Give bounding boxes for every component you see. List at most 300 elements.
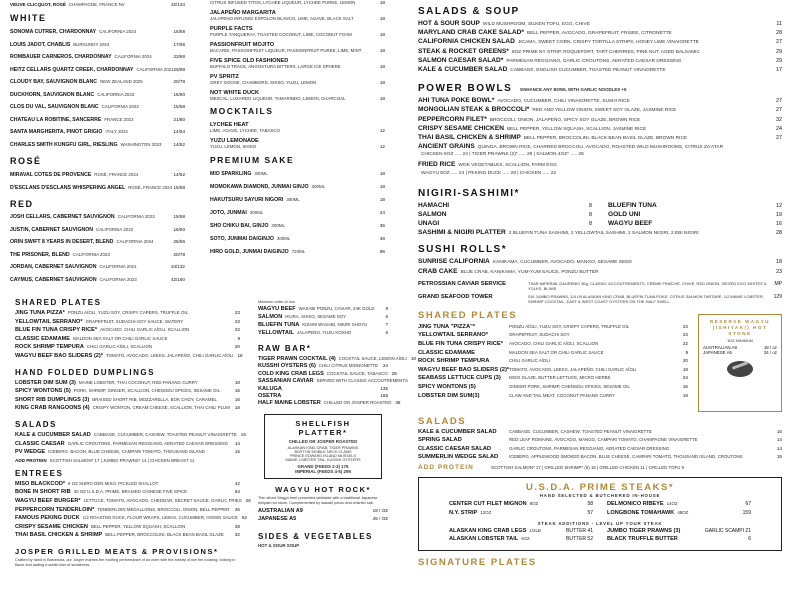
item-description: LIME, AGAVE, LYCHEE, TABASCO	[210, 128, 280, 133]
item-name: KALE & CUCUMBER SALAD	[418, 65, 508, 73]
power-bowl-row	[418, 134, 782, 143]
item-detail	[210, 128, 385, 133]
item-description: RED AND YELLOW ONION, SWEET SOY GLAZE, JASMINE RICE	[532, 108, 677, 114]
raw-item-row	[418, 281, 782, 291]
item-name: ROMBAUER CARNEROS, CHARDONNAY	[10, 54, 112, 60]
shared-plate-row	[15, 319, 240, 328]
item-name: LOBSTER DIM SUM(3)	[418, 392, 480, 399]
item-price: 18 / oz	[763, 344, 777, 350]
item-price: 11	[776, 21, 782, 27]
power-bowls-header	[418, 83, 782, 94]
hot-stone-icon	[727, 361, 753, 377]
item-name: JUSTIN, CABERNET SAUVIGNON	[10, 226, 94, 233]
item-price: 14	[776, 445, 782, 451]
wine-row	[10, 227, 185, 240]
entree-row	[15, 515, 247, 524]
item-name: PV SPRITZ	[210, 74, 239, 80]
item-price: 24	[682, 375, 688, 381]
item-name: LYCHEE HEAT	[210, 122, 249, 128]
shellfish-platter-sizes	[271, 464, 375, 474]
item-price: 20/78	[173, 79, 185, 84]
raw-bar-row	[258, 363, 388, 370]
item-name: D'ESCLANS D'ESCLANS WHISPERING ANGEL	[10, 184, 126, 191]
item-size: 48OZ	[677, 509, 689, 515]
steak-addition-row	[607, 536, 751, 544]
food-left-panel	[15, 298, 251, 600]
item-price: 18	[234, 405, 240, 411]
sushi-rolls-list	[418, 258, 782, 276]
item-description: CALIFORNIA 2021	[99, 264, 137, 269]
right-shared-row	[418, 341, 688, 350]
item-name: CLASSIC CAESAR SALAD	[418, 445, 492, 452]
item-price: 16	[234, 388, 240, 394]
right-salad-row	[418, 429, 782, 437]
item-name: THAI BASIL CHICKEN & SHRIMP	[418, 133, 521, 141]
sashimi-platter-row: SASHIMI & NIGIRI PLATTER 2 BLUEFIN TUNA SASHIMI, 2 YELLOWTAIL SASHIMI, 2 SALMON NIGIRI, 2 EBI NIGIRI 28	[418, 229, 782, 237]
dumpling-row	[15, 405, 240, 414]
item-price: 28	[391, 370, 397, 376]
item-price: 25/96	[173, 239, 185, 244]
item-name: SALMON CAESAR SALAD*	[418, 56, 504, 64]
item-description: ICEBERG, BACON, BLUE CHEESE, CAMPARI TOMATO, THOUSAND ISLAND	[48, 449, 205, 455]
item-price: BUTTER 52	[566, 536, 593, 543]
item-name: CLOUDY BAY, SAUVIGNON BLANC	[10, 79, 98, 85]
item-price: 18	[379, 0, 385, 5]
mocktail-item	[210, 138, 385, 149]
hot-rock-row	[258, 508, 388, 516]
nigiri-row	[418, 202, 592, 211]
item-name: DUCKHORN, SAUVIGNON BLANC	[10, 91, 95, 98]
item-price: 9	[237, 335, 240, 341]
item-price: 27	[776, 98, 782, 105]
item-name: PEPPERCORN FILET*	[418, 115, 487, 123]
item-price: MP	[774, 280, 782, 287]
item-price: 18	[379, 32, 385, 37]
item-price: 96	[379, 249, 385, 254]
item-description: GARLIC CROUTONS, PARMESAN REGGIANO, AERATED CAESAR DRESSING	[509, 445, 670, 451]
item-price: 165	[380, 392, 388, 398]
platter-item: PRINCE EDWARD ISLAND MUSSELS	[289, 453, 357, 458]
item-price: 25/98	[173, 66, 186, 72]
nigiri-left-column	[418, 202, 592, 230]
item-name: LOBSTER DIM SUM (3)	[15, 379, 76, 386]
dumpling-row	[15, 380, 240, 389]
sake-row	[210, 249, 385, 262]
steaks-right-column	[607, 501, 751, 518]
item-price: 18	[682, 392, 688, 398]
item-description: BACARDI, PASSIONFRUIT LIQUEUR, PASSIONFRUIT PUREE, LIME, MINT	[210, 48, 362, 53]
item-price: 14/52	[173, 141, 185, 147]
item-description: CALIFORNIA 2023	[117, 214, 155, 219]
rose-wine-list	[10, 172, 185, 197]
item-price: 42	[234, 480, 240, 486]
item-name: JING TUNA PIZZA*	[15, 310, 65, 316]
item-name: AHI TUNA POKE BOWL*	[418, 97, 495, 105]
item-name: CLASSIC CAESAR	[15, 440, 65, 447]
item-name: TIGER PRAWN COCKTAIL (4)	[258, 356, 336, 362]
item-price: 34 / oz	[763, 349, 777, 355]
reserve-wagyu-prices	[703, 345, 777, 355]
item-name: FRIED RICE	[418, 161, 456, 169]
item-name: BLUE FIN TUNA CRISPY RICE*	[15, 327, 98, 334]
item-description: ROSÉ, FRANCE 2024	[94, 172, 139, 177]
entree-row	[15, 497, 251, 507]
item-price: 22	[682, 340, 688, 346]
salad-row	[15, 431, 246, 441]
steak-additions-heading: STEAK ADDITIONS - LEVEL UP YOUR STEAK	[537, 521, 663, 527]
wine-row	[10, 67, 185, 80]
white-heading: WHITE	[10, 13, 47, 23]
item-price: 23	[682, 332, 688, 338]
item-price: 129	[773, 293, 782, 300]
item-price: 18	[379, 48, 385, 53]
shared-plates-list	[15, 310, 243, 362]
nigiri-row	[608, 211, 782, 220]
item-price: 18	[379, 184, 385, 189]
steak-row	[449, 510, 593, 518]
item-description: CHILLED OR JOSPER ROASTED	[323, 400, 392, 406]
entree-row	[15, 481, 240, 490]
item-name: SALMON	[418, 211, 447, 218]
item-price: 14	[776, 437, 782, 443]
item-description: WASABI PONZU, CAVIAR, 24K GOLD	[298, 306, 375, 311]
prime-steaks-box	[418, 477, 782, 551]
item-name: JOTO, JUNMAI	[210, 210, 247, 216]
item-price: 38	[395, 400, 401, 406]
nigiri-row	[608, 202, 782, 211]
wine-row	[10, 172, 185, 185]
item-name: SPRING SALAD	[418, 437, 462, 444]
entrees-heading: ENTREES	[15, 468, 64, 478]
item-name: SPICY WONTONS (5)	[15, 388, 71, 395]
dumpling-row	[15, 397, 240, 406]
white-wine-list	[10, 29, 185, 154]
item-name: CLASSIC EDAMAME	[15, 335, 71, 342]
cocktail-panel	[210, 0, 385, 298]
item-detail	[210, 16, 385, 21]
sake-list	[210, 171, 385, 262]
item-name: JAPANESE A5	[258, 515, 297, 522]
shared-plates-gold-heading: SHARED PLATES	[418, 309, 518, 321]
item-description: 720ML	[291, 249, 306, 254]
item-name: CRISPY SESAME CHICKEN	[15, 523, 88, 530]
salad-soup-row	[418, 57, 782, 66]
item-description: JICAMA, SWEET CORN, CRISPY TORTILLA STRIPS, HONEY LIME VINAIGRETTE	[517, 40, 699, 46]
item-description: CALIFORNIA 2021	[136, 66, 174, 72]
sake-row	[210, 184, 385, 197]
item-name: SALMON	[258, 314, 283, 320]
item-description: 300ML	[311, 184, 326, 189]
wagyu-row	[258, 330, 388, 338]
item-price: 135	[380, 385, 388, 391]
item-price: 16/60	[173, 226, 185, 232]
item-price: 32	[234, 532, 240, 538]
item-name: WAGYU BEEF BURGER*	[15, 497, 81, 504]
item-name: KALE & CUCUMBER SALAD	[15, 431, 91, 438]
item-name: HIRO GOLD, JUNMAI DAIGINJO	[210, 249, 289, 255]
shellfish-platter-items	[271, 446, 375, 462]
item-description: COCKTAIL SAUCE, TABASCO	[326, 370, 388, 376]
item-name: LOUIS JADOT, CHABLIS	[10, 41, 71, 48]
power-bowl-row	[418, 116, 782, 125]
item-name: CRISPY SESAME CHICKEN	[418, 124, 504, 132]
item-price: 23	[682, 323, 688, 329]
steaks-left-column	[449, 501, 593, 518]
item-price: 159	[742, 509, 751, 516]
item-description: BRAISED SHORT RIB, MOZZARELLA, BOK CHOY, CARAMEL	[92, 396, 217, 402]
item-name: WAGYU BEEF	[258, 306, 296, 312]
entree-row	[15, 507, 240, 516]
item-price: 46	[234, 506, 240, 512]
item-name: OSETRA	[258, 392, 282, 399]
item-description: 30 OZ U.S.D.A. PRIME, BRAISED CHINESE FIVE SPICE	[73, 489, 188, 495]
item-price: 52	[241, 515, 247, 521]
item-price: 18	[682, 366, 688, 372]
item-description: JALAPEÑO, YUZU KOSHO	[296, 330, 352, 335]
item-description: CABBAGE, CUCUMBER, CASHEW, TOASTED PEANUT VINAIGRETTE	[509, 428, 652, 434]
item-price: 15/58	[173, 184, 185, 190]
item-price: 19	[776, 212, 782, 218]
raw-bar-list	[258, 356, 416, 408]
item-description: CHILI GARLIC AÏOLI, SCALLION	[86, 344, 153, 350]
entree-row	[15, 532, 240, 541]
salads-list	[15, 431, 246, 458]
item-name: JING TUNA "PIZZA"*	[418, 323, 476, 330]
item-price: 27	[776, 107, 782, 114]
item-description: ICEBERG, APPLEWOOD SMOKED BACON, BLUE CHEESE, CAMPARI TOMATO, THOUSAND ISLAND, CROUTONS	[509, 453, 743, 459]
item-price: 14/54	[173, 129, 185, 134]
item-name: MARYLAND CRAB CAKE SALAD*	[418, 29, 524, 37]
item-description: IKURA, SHISO, SESAME SOY	[285, 314, 347, 319]
item-name: CRAB CAKE	[418, 267, 458, 275]
prime-steaks-title: U.S.D.A. PRIME STEAKS*	[525, 482, 675, 494]
item-name: YELLOWTAIL	[258, 330, 294, 336]
item-name: STEAK & ROCKET GREENS*	[418, 47, 509, 55]
item-description: 300ML	[286, 197, 300, 202]
item-name: SHO CHIKU BAI, GINJO	[210, 223, 269, 229]
item-name: KING CRAB RANGOONS (4)	[15, 405, 90, 412]
item-price: 28	[776, 30, 782, 37]
nigiri-row	[418, 211, 592, 220]
item-price: 34/132	[170, 264, 185, 269]
item-description: TOMATO, AVOCADO, LEEKS, JALAPEÑO, CHILI GARLIC AÏOLI	[105, 352, 234, 358]
reserve-wagyu-box	[698, 314, 782, 412]
item-description: CHICKEN 6OZ ..... 24 | TIGER PRAWNS (2)* ..... 29 | SALMON 4OZ* ..... 28	[421, 152, 584, 158]
item-description: CHILI CITRUS MIGNONETTE	[318, 363, 379, 369]
item-name: HAKUTSURU SAYURI NIGORI	[210, 197, 284, 203]
power-bowl-row	[418, 143, 782, 152]
item-price: 36	[379, 223, 385, 228]
item-description: 8 OZ SHIRO DEN MISO, PICKLED SHALLOT	[68, 480, 159, 486]
item-description: GREY GOOSE, CHAMBORD, SHISO, YUZU, LEMON	[210, 80, 317, 85]
sides-heading: SIDES & VEGETABLES	[258, 531, 373, 541]
item-price: 18	[776, 259, 782, 266]
item-detail	[210, 80, 385, 85]
item-name: MIRAVAL COTES DE PROVENCE	[10, 172, 92, 178]
item-name: CALIFORNIA CHICKEN SALAD	[418, 38, 515, 46]
item-description: 6OZ PRIME NY STRIP, ROQUEFORT, TART CHERRIES, PINE NUT, AGED BALSAMIC	[511, 49, 700, 55]
item-price: 17	[776, 66, 782, 73]
entree-row	[15, 524, 240, 533]
cocktail-item	[210, 74, 385, 85]
item-description: LETTUCE, TOMATO, AVOCADO, CHEDDAR, SECRET SAUCE, GARLIC FRIES	[83, 497, 242, 503]
item-price: 17/66	[173, 41, 185, 47]
right-add-protein-row: ADD PROTEIN SCOTTISH SALMON* 17 | GRILLED SHRIMP* (6) 16 | GRILLED CHICKEN 11 | GRILLED TOFU 9	[418, 464, 685, 472]
steak-row	[607, 501, 751, 509]
item-name: SHORT RIB DUMPLINGS (3)	[15, 396, 90, 403]
power-bowl-row	[418, 97, 782, 106]
entrees-list	[15, 480, 251, 541]
cocktail-item	[210, 26, 385, 37]
nigiri-right-column	[608, 202, 782, 230]
mocktail-item	[210, 122, 385, 133]
item-description: MALDON SEA SALT OR CHILI GARLIC SAUCE	[509, 349, 604, 355]
item-description: KIZAMI WASABI, NIKIRI SHOYU	[302, 322, 368, 327]
item-description: CITRUS INFUSED TITOS, LYCHEE LIQUEUR, LYCHEE PUREE, LEMON	[210, 0, 356, 5]
item-detail	[210, 96, 385, 101]
item-description: GRAPEFRUIT, SUDACHI SOY	[509, 332, 570, 338]
right-shared-row	[418, 384, 688, 393]
item-price: 18 / OZ	[372, 507, 388, 513]
item-price: 18	[410, 356, 416, 361]
item-price: 8	[385, 306, 388, 311]
wine-row	[10, 252, 185, 265]
item-name: KALUGA	[258, 385, 282, 392]
item-name: HAMACHI	[418, 201, 450, 209]
red-heading: RED	[10, 199, 34, 209]
item-description: JALAPENO INFUSED ESPOLON BLANCO, LIME, AGAVE, BLACK SALT	[210, 16, 354, 21]
item-name: NOT WHITE DUCK	[210, 90, 260, 96]
salads-heading: SALADS	[15, 419, 57, 429]
item-description: PURPLE TANQUERAY, TOASTED COCONUT, LIME, COCONUT FOAM	[210, 32, 352, 37]
item-description: WOK VEGETABLES, SCALLION, FARM EGG	[458, 163, 557, 169]
steak-additions-left	[449, 528, 593, 545]
raw-bar-section	[418, 281, 782, 304]
item-name: ANCIENT GRAINS	[418, 143, 475, 151]
item-name: WAGYU BEEF	[608, 220, 653, 228]
wine-panel	[10, 0, 185, 298]
item-description: WAGYU 6OZ ..... 24 | PEKING DUCK ..... 28 | CHICKEN ..... 22	[421, 170, 557, 176]
item-price: 15/58	[173, 29, 185, 34]
shared-plate-row	[15, 336, 240, 345]
power-bowl-row	[418, 125, 782, 134]
item-name: FIVE SPICE OLD FASHIONED	[210, 58, 289, 64]
item-name: ORIN SWIFT 8 YEARS IN DESERT, BLEND	[10, 239, 114, 245]
item-name: AUSTRALIAN A9	[703, 344, 737, 350]
cocktail-item	[210, 90, 385, 101]
wagyu-minimum-note: Minimum order of 4oz.	[258, 300, 296, 304]
item-price: 23/88	[173, 54, 185, 59]
item-name: ALASKAN LOBSTER TAIL	[449, 536, 519, 543]
item-price: 18	[234, 379, 240, 385]
item-price: 18	[379, 64, 385, 69]
item-description: GRAPEFRUIT, SUDACHI-SOY SAUCE, WATERY	[85, 318, 184, 324]
item-description: FRANCE 2023	[104, 116, 134, 122]
item-detail	[210, 144, 385, 149]
wine-row	[10, 142, 185, 155]
item-description: PONZU AÏOLI, YUZU SOY, CRISPY CAPERS, TRUFFLE OIL	[67, 310, 189, 315]
item-price: 6	[385, 330, 388, 335]
item-price: BUTTER 41	[566, 528, 593, 535]
item-name: SUMMERLIN WEDGE SALAD	[418, 453, 499, 460]
item-price: 18	[379, 96, 385, 101]
item-description: CABBAGE, ENGLISH CUCUMBER, TOASTED PEANUT VINAIGRETTE	[510, 67, 666, 73]
item-description: ROSÉ, FRANCE 2024	[128, 184, 173, 190]
item-price: 24	[382, 363, 388, 369]
item-description: CALIFORNIA 2024	[114, 54, 152, 59]
item-price: 12	[379, 144, 385, 149]
wine-row	[10, 92, 185, 105]
item-description: QUINOA, BROWN RICE, CHARRED BROCCOLI, AVOCADO, ROASTED WILD MUSHROOMS, CITRUS ZA'ATAR	[477, 145, 724, 151]
sushi-row	[418, 268, 782, 277]
power-bowls-heading: POWER BOWLS	[418, 83, 513, 95]
item-description: BLUE CRAB, KANIKAMA, YUM-YUM SAUCE, PONZU BUTTER	[460, 269, 599, 275]
cocktail-item	[210, 58, 385, 69]
right-shared-row	[418, 367, 688, 376]
wine-row	[10, 104, 185, 117]
entree-row	[15, 489, 240, 498]
sake-row	[210, 236, 385, 249]
wine-row	[10, 42, 185, 55]
item-name: PV WEDGE	[15, 449, 46, 456]
item-description: COCKTAIL SAUCE, LEMON AÏOLI	[338, 356, 407, 361]
item-description: MAINE LOBSTER, THAI COCONUT, RED PANANG CURRY	[78, 379, 198, 385]
shared-plate-row	[15, 344, 240, 353]
item-name: PASSIONFRUIT MOJITO	[210, 42, 275, 48]
item-name: ROCK SHRIMP TEMPURA	[418, 358, 490, 365]
item-name: THAI BASIL CHICKEN & SHRIMP	[15, 532, 103, 539]
item-description: TOMATO, AVOCADO, LEEKS, JALAPEÑO, CHILI GARLIC AÏOLI	[509, 366, 637, 372]
item-description: CALIFORNIA 2023	[99, 276, 137, 282]
nigiri-columns	[418, 202, 782, 230]
item-description: BELL PEPPER, AVOCADO, GRAPEFRUIT, FRISEE, CITRONETTE	[527, 31, 672, 37]
item-price: GARLIC SCAMPI 21	[704, 528, 751, 535]
reserve-row	[703, 350, 777, 355]
item-price: 22	[234, 327, 240, 333]
wine-row	[10, 79, 185, 92]
wine-row	[10, 214, 185, 227]
raw-bar-row	[258, 356, 416, 363]
right-shared-row	[418, 350, 688, 359]
item-name: KALE & CUCUMBER SALAD	[418, 428, 497, 435]
steak-addition-row	[607, 528, 751, 536]
item-description: BUFFALO TRACE, ANGOSTURA BITTERS, LARGE ICE SPHERE	[210, 64, 341, 69]
raw-bar-row	[258, 378, 408, 385]
wine-row	[10, 185, 185, 198]
item-price: 20/78	[173, 251, 185, 257]
nigiri-row	[418, 220, 592, 229]
shellfish-platter-box	[264, 414, 382, 479]
item-detail	[210, 0, 385, 5]
item-description: CALIFORNIA 2024	[99, 29, 137, 34]
item-name: MOMOKAWA DIAMOND, JUNMAI GINJO	[210, 184, 309, 190]
steak-additions-right	[607, 528, 751, 545]
josper-description: Crafted by hand in Barcelona, our Josper marries the exciting performance of an oven with the artistry of live fire cooking, locking in flavor and adding a subtle kiss of smokiness.	[15, 557, 236, 567]
item-description: MALDON SEA SALT OR CHILI GARLIC SAUCE	[73, 335, 168, 341]
item-name: PURPLE FACTS	[210, 26, 253, 32]
item-price: 7	[385, 322, 388, 327]
right-shared-row	[418, 375, 688, 384]
item-name: BLACK TRUFFLE BUTTER	[607, 536, 678, 543]
mocktails-heading: MOCKTAILS	[210, 106, 274, 116]
item-name: CENTER CUT FILET MIGNON	[449, 501, 527, 508]
item-description: BELL PEPPER, BROCCOLINI, BLACK BEAN BASIL GLAZE, BROWN RICE	[523, 135, 688, 141]
raw-bar-row	[258, 386, 388, 393]
hot-rock-row	[258, 516, 388, 524]
josper-heading: JOSPER GRILLED MEATS & PROVISIONS*	[15, 546, 219, 556]
dumpling-row	[15, 388, 240, 397]
item-price: 27	[776, 134, 782, 141]
